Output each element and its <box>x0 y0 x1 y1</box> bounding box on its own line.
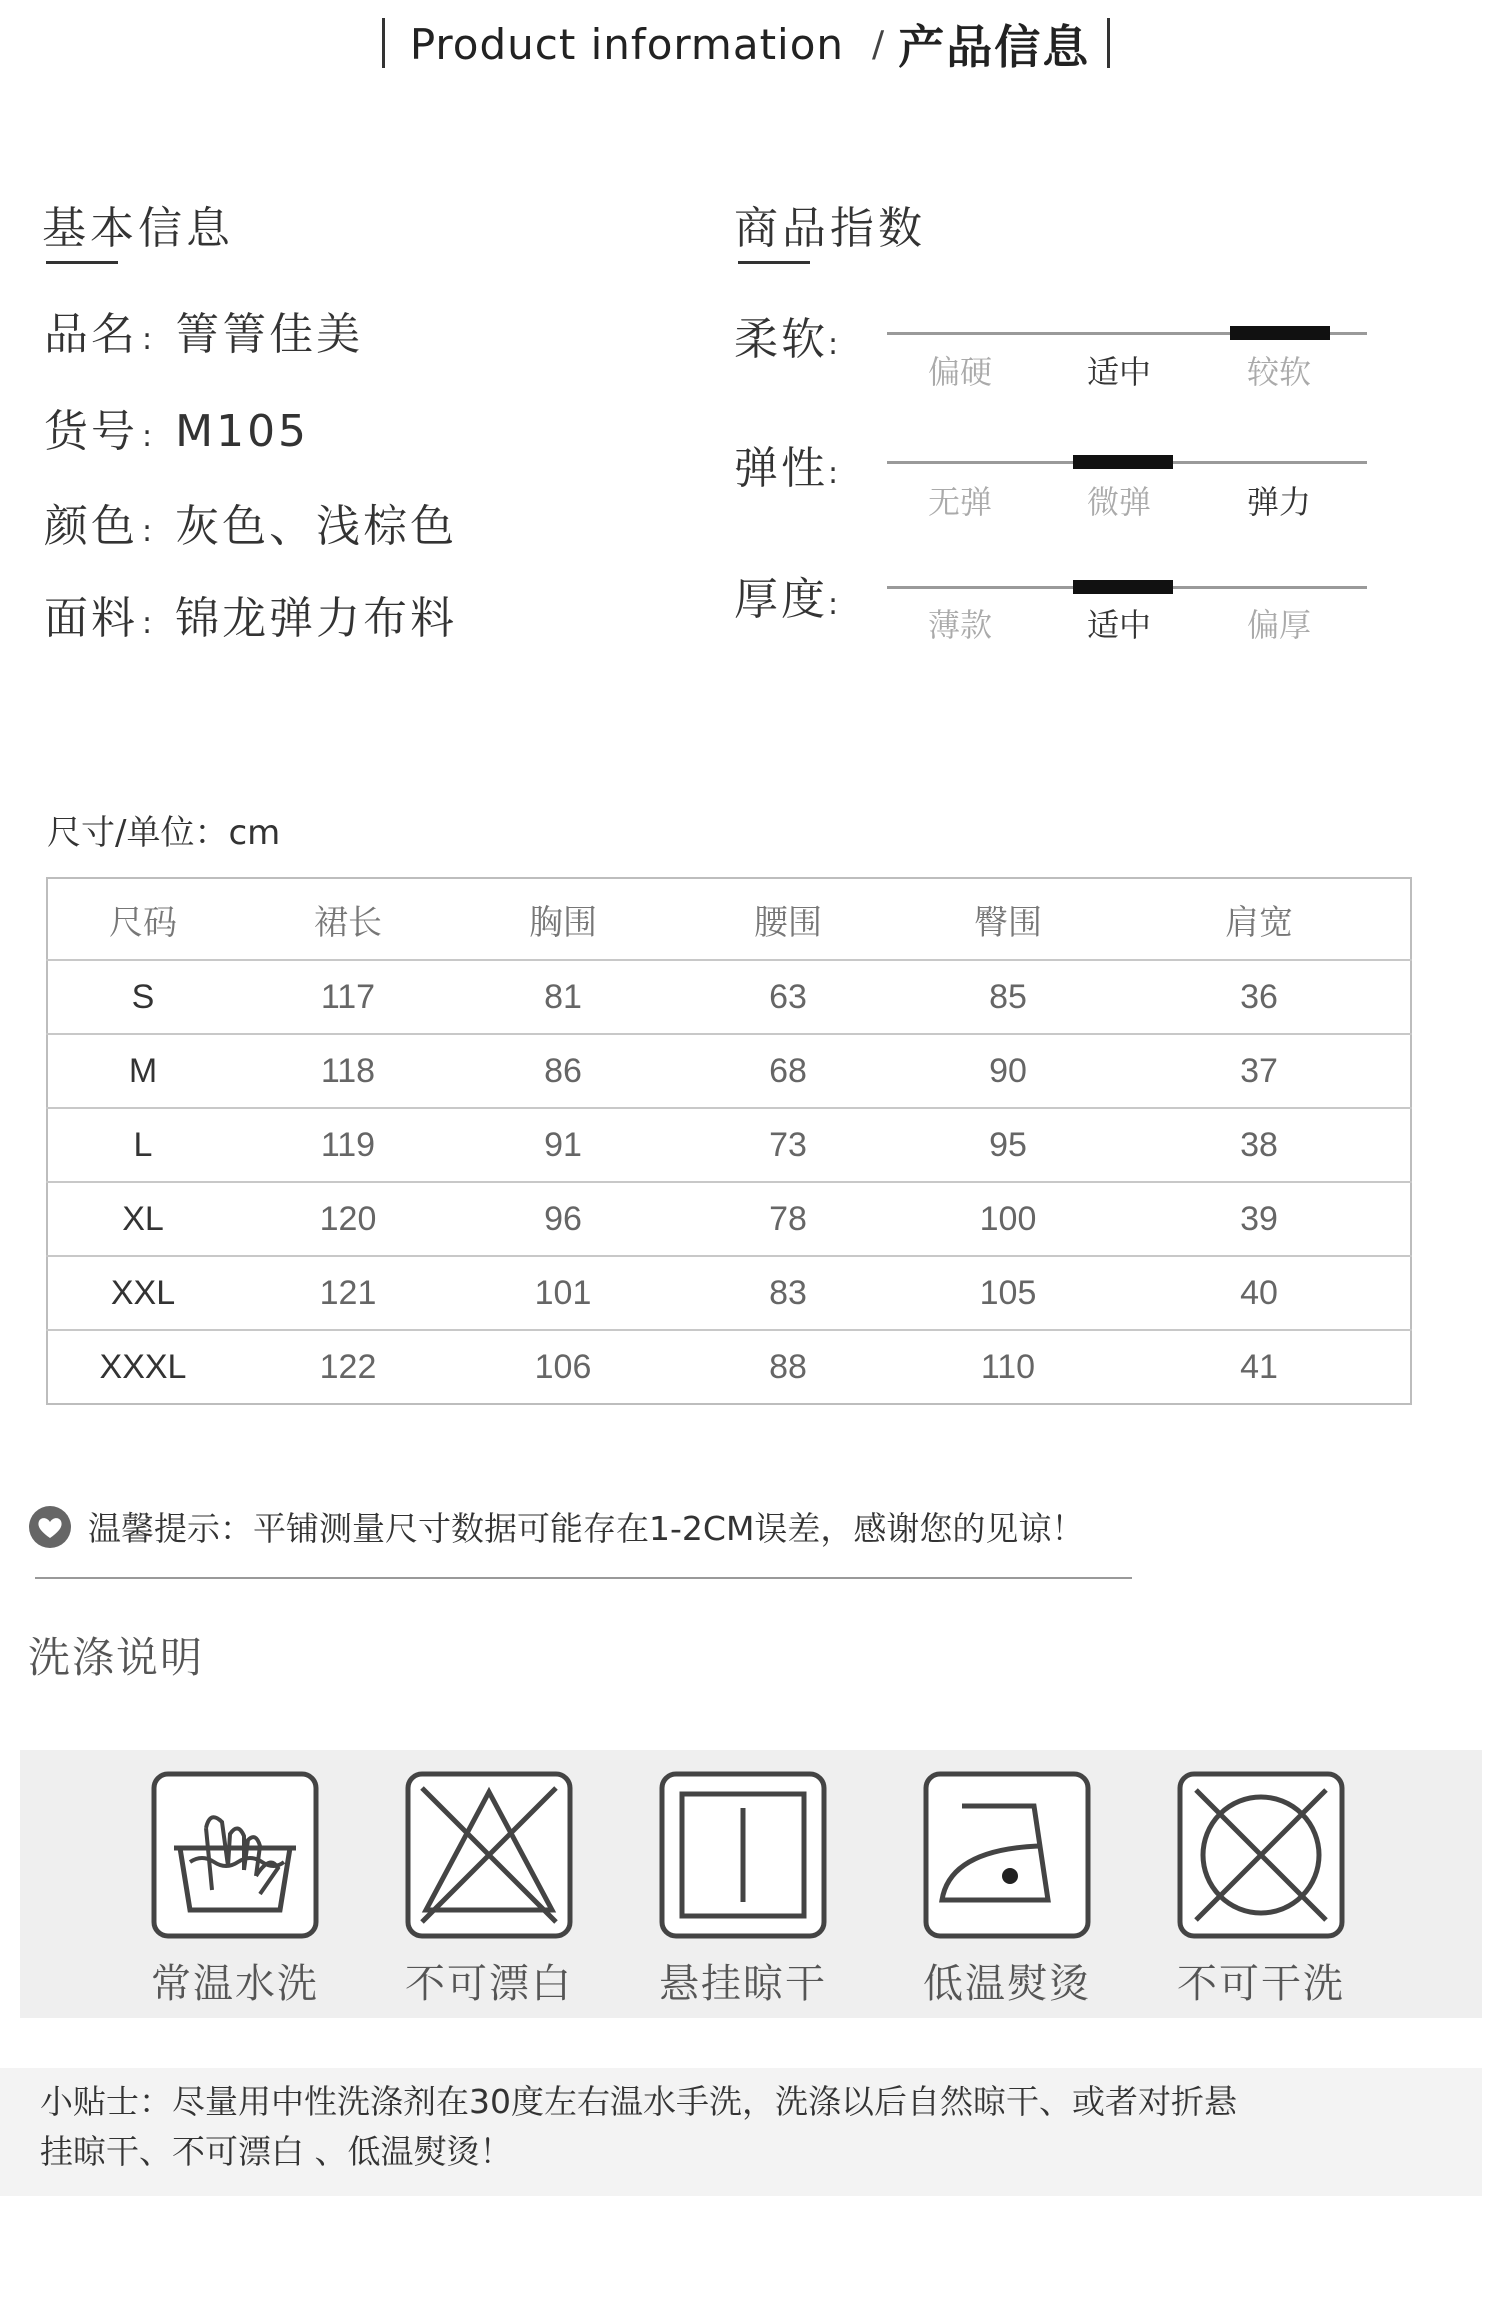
index-option: 无弹 <box>927 483 992 521</box>
column-header: 胸围 <box>458 878 668 960</box>
wash-label: 常温水洗 <box>151 1961 319 2007</box>
size-table <box>46 877 1412 1405</box>
index-label-elasticity: 弹性: <box>734 443 842 494</box>
column-header: 裙长 <box>238 878 458 960</box>
index-option: 适中 <box>1086 353 1151 391</box>
table-cell: 40 <box>1108 1256 1411 1330</box>
index-option-selected: 微弹 <box>1086 483 1151 521</box>
table-cell: 105 <box>908 1256 1108 1330</box>
page-header <box>409 12 1091 76</box>
table-cell: 83 <box>668 1256 908 1330</box>
table-row <box>47 1034 1411 1108</box>
table-cell: 41 <box>1240 1347 1278 1386</box>
info-label: 颜色 <box>44 501 138 552</box>
hang-dry-icon <box>658 1770 828 1940</box>
table-cell: L <box>47 1108 238 1182</box>
table-cell: XL <box>47 1182 238 1256</box>
wash-label: 不可干洗 <box>1177 1961 1345 2007</box>
table-cell: 63 <box>668 960 908 1034</box>
wash-label: 不可漂白 <box>405 1961 573 2007</box>
table-cell: 122 <box>319 1347 377 1386</box>
table-cell: 117 <box>238 960 458 1034</box>
info-label: 货号 <box>44 406 138 457</box>
measurement-tip: 温馨提示：平铺测量尺寸数据可能存在1-2CM误差，感谢您的见谅！ <box>88 1509 1085 1548</box>
wash-item-low-iron <box>907 1770 1107 2009</box>
index-option-selected: 较软 <box>1246 353 1311 391</box>
index-label-thickness: 厚度: <box>734 574 842 625</box>
table-cell: 96 <box>458 1182 668 1256</box>
info-value: 灰色、浅棕色 <box>175 501 458 552</box>
index-option: 偏硬 <box>927 353 992 391</box>
index-marker-thickness <box>1073 580 1173 594</box>
table-cell: 118 <box>238 1034 458 1108</box>
header-left-bar <box>382 18 385 68</box>
header-slash: / <box>872 23 885 65</box>
table-cell: 100 <box>908 1182 1108 1256</box>
table-cell: 86 <box>458 1034 668 1108</box>
table-cell: 90 <box>908 1034 1108 1108</box>
index-option: 偏厚 <box>1246 606 1311 644</box>
info-row-fabric: 面料 : 锦龙弹力布料 <box>44 593 458 644</box>
info-value: M105 <box>175 406 310 457</box>
size-table-header-row <box>47 878 1411 960</box>
table-cell: 81 <box>458 960 668 1034</box>
table-row <box>47 1182 1411 1256</box>
index-option: 弹力 <box>1246 483 1311 521</box>
table-row <box>47 960 1411 1034</box>
info-label: 面料 <box>44 593 138 644</box>
table-cell: 68 <box>668 1034 908 1108</box>
no-dry-clean-icon <box>1176 1770 1346 1940</box>
table-cell: 85 <box>908 960 1108 1034</box>
table-cell: 101 <box>458 1256 668 1330</box>
info-row-color: 颜色 : 灰色、浅棕色 <box>44 501 458 552</box>
care-hint-line: 小贴士：尽量用中性洗涤剂在30度左右温水手洗，洗涤以后自然晾干、或者对折悬 <box>40 2082 1237 2121</box>
header-title-en: Product information <box>409 19 845 69</box>
product-index-title: 商品指数 <box>734 203 926 254</box>
table-cell: S <box>47 960 238 1034</box>
table-row <box>47 1108 1411 1182</box>
wash-item-hand-wash <box>135 1770 335 2009</box>
header-title-cn: 产品信息 <box>898 20 1091 74</box>
table-cell: M <box>47 1034 238 1108</box>
basic-info-underline <box>46 261 118 264</box>
header-right-bar <box>1107 18 1110 68</box>
info-row-name: 品名 : 箐箐佳美 <box>44 309 364 360</box>
column-header: 肩宽 <box>1108 878 1411 960</box>
care-hint-text <box>40 2077 1340 2177</box>
table-cell: 39 <box>1108 1182 1411 1256</box>
tip-divider <box>35 1577 1132 1579</box>
wash-item-hang-dry <box>643 1770 843 2009</box>
table-cell: 88 <box>769 1347 807 1386</box>
table-cell: 78 <box>668 1182 908 1256</box>
table-cell: 91 <box>458 1108 668 1182</box>
wash-item-no-dry-clean <box>1161 1770 1361 2009</box>
wash-item-no-bleach <box>389 1770 589 2009</box>
table-cell: 121 <box>238 1256 458 1330</box>
table-cell: 37 <box>1108 1034 1411 1108</box>
heart-icon <box>28 1505 72 1549</box>
info-value: 锦龙弹力布料 <box>175 593 458 644</box>
index-marker-softness <box>1230 326 1330 340</box>
table-cell: 38 <box>1108 1108 1411 1182</box>
table-cell: XXXL <box>99 1347 187 1386</box>
size-table-title: 尺寸/单位：cm <box>47 813 281 853</box>
info-label: 品名 <box>44 309 138 360</box>
table-row <box>47 1330 1411 1404</box>
table-cell: 119 <box>238 1108 458 1182</box>
column-header: 尺码 <box>47 878 238 960</box>
index-marker-elasticity <box>1073 455 1173 469</box>
index-option-selected: 适中 <box>1086 606 1151 644</box>
wash-label: 悬挂晾干 <box>659 1961 827 2007</box>
hand-wash-icon <box>150 1770 320 1940</box>
table-cell: 36 <box>1108 960 1411 1034</box>
product-index-underline <box>738 261 810 264</box>
basic-info-title: 基本信息 <box>42 203 234 254</box>
table-cell: 110 <box>980 1347 1036 1386</box>
care-hint-line: 挂晾干、不可漂白 、低温熨烫！ <box>40 2132 513 2171</box>
table-cell: 73 <box>668 1108 908 1182</box>
column-header: 臀围 <box>908 878 1108 960</box>
table-cell: 95 <box>908 1108 1108 1182</box>
no-bleach-icon <box>404 1770 574 1940</box>
table-cell: XXL <box>47 1256 238 1330</box>
washing-title: 洗涤说明 <box>28 1633 205 1682</box>
table-row <box>47 1256 1411 1330</box>
info-row-sku: 货号 : M105 <box>44 406 310 457</box>
table-cell: 120 <box>238 1182 458 1256</box>
info-value: 箐箐佳美 <box>175 309 364 360</box>
column-header: 腰围 <box>668 878 908 960</box>
index-label-softness: 柔软: <box>734 314 842 365</box>
wash-label: 低温熨烫 <box>923 1961 1091 2007</box>
index-option: 薄款 <box>927 606 992 644</box>
low-iron-icon <box>922 1770 1092 1940</box>
table-cell: 106 <box>534 1347 592 1386</box>
